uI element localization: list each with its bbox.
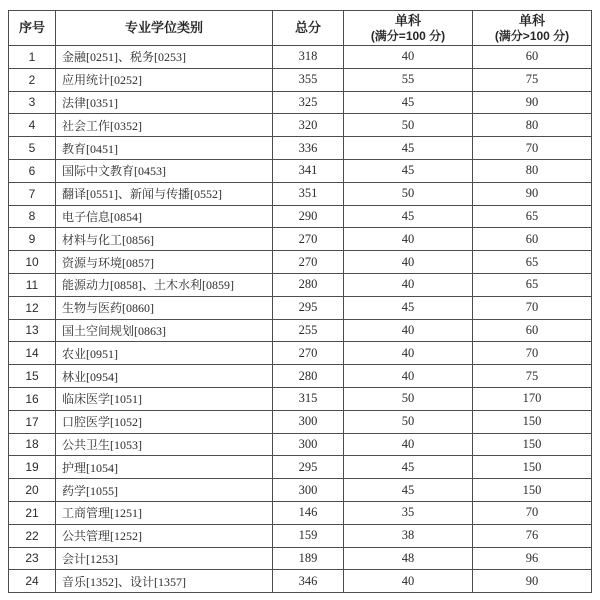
cell-total-score: 146	[273, 501, 344, 524]
header-index: 序号	[9, 11, 56, 46]
cell-single-full100: 45	[344, 296, 473, 319]
table-row	[9, 159, 592, 182]
header-category: 专业学位类别	[56, 11, 273, 46]
cell-index: 4	[9, 114, 56, 137]
cell-index: 9	[9, 228, 56, 251]
cell-single-over100: 75	[473, 68, 592, 91]
table-row	[9, 114, 592, 137]
cell-single-over100: 70	[473, 137, 592, 160]
cell-category: 社会工作[0352]	[56, 114, 273, 137]
header-single-over100	[473, 11, 592, 46]
cell-index: 3	[9, 91, 56, 114]
cell-total-score: 295	[273, 456, 344, 479]
cell-category: 公共管理[1252]	[56, 524, 273, 547]
cell-category: 公共卫生[1053]	[56, 433, 273, 456]
cell-category: 药学[1055]	[56, 479, 273, 502]
cell-single-full100: 45	[344, 91, 473, 114]
cell-index: 7	[9, 182, 56, 205]
table-row	[9, 91, 592, 114]
cell-single-over100: 65	[473, 205, 592, 228]
header-total: 总分	[273, 11, 344, 46]
cell-category: 音乐[1352]、设计[1357]	[56, 570, 273, 593]
cell-total-score: 315	[273, 387, 344, 410]
cell-index: 16	[9, 387, 56, 410]
cell-total-score: 270	[273, 251, 344, 274]
cell-total-score: 325	[273, 91, 344, 114]
table-row	[9, 387, 592, 410]
cell-index: 10	[9, 251, 56, 274]
cell-single-full100: 38	[344, 524, 473, 547]
table-row	[9, 433, 592, 456]
cell-single-over100: 80	[473, 159, 592, 182]
cell-category: 护理[1054]	[56, 456, 273, 479]
cell-index: 8	[9, 205, 56, 228]
table-row	[9, 319, 592, 342]
cell-single-full100: 48	[344, 547, 473, 570]
cell-single-over100: 150	[473, 479, 592, 502]
table-row	[9, 342, 592, 365]
table-row	[9, 410, 592, 433]
header-single-over100-note: (满分>100 分)	[494, 28, 570, 43]
header-single-full100	[344, 11, 473, 46]
cell-category: 会计[1253]	[56, 547, 273, 570]
cell-single-full100: 40	[344, 228, 473, 251]
cell-single-over100: 90	[473, 182, 592, 205]
cell-category: 工商管理[1251]	[56, 501, 273, 524]
cell-single-full100: 55	[344, 68, 473, 91]
cell-single-over100: 80	[473, 114, 592, 137]
cell-total-score: 351	[273, 182, 344, 205]
table-row	[9, 501, 592, 524]
cell-single-over100: 60	[473, 228, 592, 251]
table-row	[9, 296, 592, 319]
cell-total-score: 280	[273, 273, 344, 296]
cell-single-full100: 40	[344, 319, 473, 342]
cell-index: 20	[9, 479, 56, 502]
cell-category: 林业[0954]	[56, 365, 273, 388]
table-row	[9, 228, 592, 251]
cell-index: 1	[9, 46, 56, 69]
cell-total-score: 255	[273, 319, 344, 342]
cell-single-over100: 65	[473, 251, 592, 274]
cell-total-score: 159	[273, 524, 344, 547]
cell-single-full100: 40	[344, 273, 473, 296]
table-row	[9, 46, 592, 69]
table-row	[9, 456, 592, 479]
cell-total-score: 290	[273, 205, 344, 228]
cell-total-score: 270	[273, 342, 344, 365]
cell-index: 19	[9, 456, 56, 479]
table-row	[9, 479, 592, 502]
table-row	[9, 273, 592, 296]
cell-single-over100: 150	[473, 433, 592, 456]
cell-single-over100: 150	[473, 410, 592, 433]
cell-total-score: 189	[273, 547, 344, 570]
cell-single-over100: 90	[473, 570, 592, 593]
table-row	[9, 205, 592, 228]
cell-single-full100: 45	[344, 479, 473, 502]
table-row	[9, 547, 592, 570]
cell-single-over100: 150	[473, 456, 592, 479]
cell-single-full100: 45	[344, 137, 473, 160]
cell-total-score: 336	[273, 137, 344, 160]
cell-category: 农业[0951]	[56, 342, 273, 365]
cell-single-full100: 50	[344, 387, 473, 410]
cell-total-score: 341	[273, 159, 344, 182]
cell-single-full100: 40	[344, 570, 473, 593]
header-single-over100-title: 单科	[518, 13, 545, 28]
cell-index: 17	[9, 410, 56, 433]
score-table-body	[9, 46, 592, 593]
table-row	[9, 524, 592, 547]
cell-total-score: 300	[273, 410, 344, 433]
cell-total-score: 300	[273, 479, 344, 502]
cell-single-over100: 60	[473, 319, 592, 342]
cell-index: 15	[9, 365, 56, 388]
cell-single-full100: 35	[344, 501, 473, 524]
header-single-full100-title: 单科	[394, 13, 421, 28]
cell-category: 应用统计[0252]	[56, 68, 273, 91]
cell-index: 6	[9, 159, 56, 182]
cell-single-full100: 50	[344, 114, 473, 137]
cell-single-full100: 40	[344, 342, 473, 365]
cell-total-score: 270	[273, 228, 344, 251]
cell-category: 国土空间规划[0863]	[56, 319, 273, 342]
cell-single-over100: 70	[473, 296, 592, 319]
table-row	[9, 570, 592, 593]
cell-total-score: 300	[273, 433, 344, 456]
cell-total-score: 355	[273, 68, 344, 91]
cell-category: 材料与化工[0856]	[56, 228, 273, 251]
cell-single-over100: 60	[473, 46, 592, 69]
table-row	[9, 68, 592, 91]
cell-single-full100: 40	[344, 251, 473, 274]
cell-total-score: 346	[273, 570, 344, 593]
cell-total-score: 295	[273, 296, 344, 319]
cell-category: 教育[0451]	[56, 137, 273, 160]
cell-single-full100: 40	[344, 365, 473, 388]
cell-single-over100: 65	[473, 273, 592, 296]
score-table	[8, 10, 592, 593]
cell-category: 生物与医药[0860]	[56, 296, 273, 319]
cell-single-full100: 50	[344, 182, 473, 205]
cell-index: 21	[9, 501, 56, 524]
cell-single-over100: 96	[473, 547, 592, 570]
header-single-full100-note: (满分=100 分)	[370, 28, 446, 43]
table-row	[9, 365, 592, 388]
table-row	[9, 137, 592, 160]
cell-single-full100: 45	[344, 456, 473, 479]
cell-category: 国际中文教育[0453]	[56, 159, 273, 182]
cell-category: 金融[0251]、税务[0253]	[56, 46, 273, 69]
cell-single-over100: 76	[473, 524, 592, 547]
cell-category: 电子信息[0854]	[56, 205, 273, 228]
cell-index: 13	[9, 319, 56, 342]
cell-index: 14	[9, 342, 56, 365]
cell-single-full100: 50	[344, 410, 473, 433]
cell-category: 口腔医学[1052]	[56, 410, 273, 433]
cell-single-over100: 70	[473, 501, 592, 524]
cell-index: 24	[9, 570, 56, 593]
cell-index: 22	[9, 524, 56, 547]
cell-single-over100: 70	[473, 342, 592, 365]
cell-index: 11	[9, 273, 56, 296]
cell-single-full100: 45	[344, 205, 473, 228]
cell-total-score: 320	[273, 114, 344, 137]
cell-index: 2	[9, 68, 56, 91]
cell-category: 翻译[0551]、新闻与传播[0552]	[56, 182, 273, 205]
cell-single-full100: 40	[344, 46, 473, 69]
cell-index: 18	[9, 433, 56, 456]
cell-total-score: 280	[273, 365, 344, 388]
cell-single-full100: 40	[344, 433, 473, 456]
cell-category: 资源与环境[0857]	[56, 251, 273, 274]
cell-single-over100: 90	[473, 91, 592, 114]
cell-single-over100: 170	[473, 387, 592, 410]
cell-single-full100: 45	[344, 159, 473, 182]
table-header-row	[9, 11, 592, 46]
cell-total-score: 318	[273, 46, 344, 69]
table-row	[9, 251, 592, 274]
table-row	[9, 182, 592, 205]
cell-index: 23	[9, 547, 56, 570]
cell-category: 临床医学[1051]	[56, 387, 273, 410]
cell-single-over100: 75	[473, 365, 592, 388]
cell-category: 能源动力[0858]、土木水利[0859]	[56, 273, 273, 296]
cell-category: 法律[0351]	[56, 91, 273, 114]
cell-index: 12	[9, 296, 56, 319]
cell-index: 5	[9, 137, 56, 160]
